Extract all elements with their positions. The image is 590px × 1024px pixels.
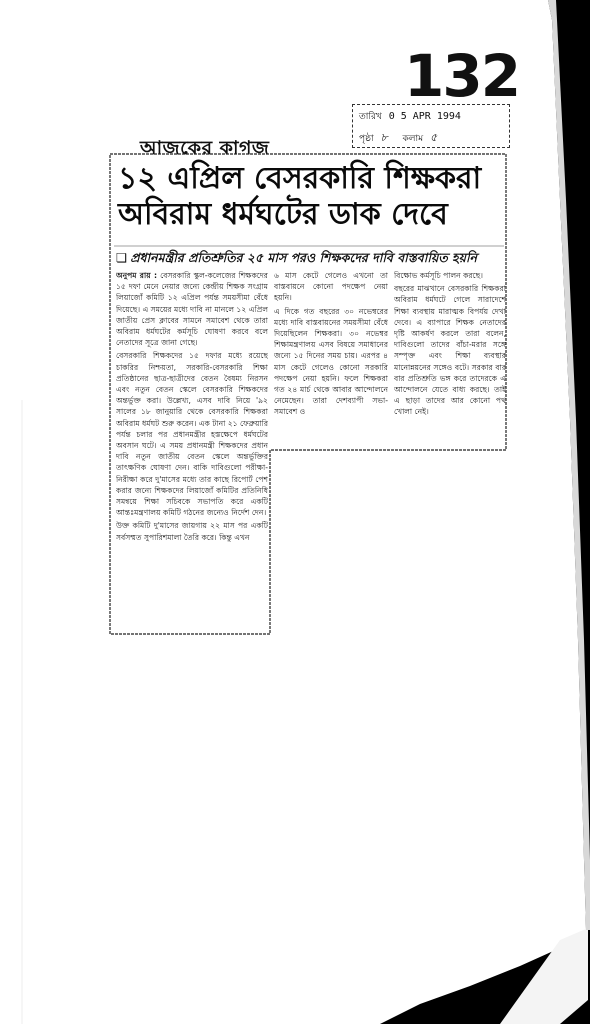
column-3-paragraph-1: বিক্ষোভ কর্মসূচি পালন করছে। [394, 271, 483, 280]
stamp-column-label: কলাম [402, 134, 424, 144]
stamp-page-row [359, 129, 437, 148]
stamp-column-value: ৫ [429, 131, 438, 144]
stamp-page-value: ৮ [380, 131, 388, 144]
headline-line-1: ১২ এপ্রিল বেসরকারি শিক্ষকরা [118, 161, 482, 196]
column-2-paragraph-1: ৬ মাস কেটে গেলেও এখনো তা বাস্তবায়নে কোনো পদক্ষেপ নেয়া হয়নি। [274, 271, 388, 303]
stamp-date-value: 0 5 APR 1994 [388, 111, 461, 122]
column-1-paragraph-2: বেসরকারি শিক্ষকদের ১৫ দফার মধ্যে রয়েছে চাকরির নিশ্চয়তা, সরকারি-বেসরকারি শিক্ষা প্রতিষ্ঠানের ছাত্র-ছাত্রীদের বেতন বৈষম্য নিরসন এবং নতুন বেতন স্কেলে বেসরকারি শিক্ষকদের অন্তর্ভুক্ত করা। উল্লেখ্য, এসব দাবি নিয়ে '৯২ সালের ১৮ জানুয়ারি থেকে বেসরকারি শিক্ষকরা অবিরাম ধর্মঘট শুরু করেন। এক টানা ২১ ফেব্রুয়ারি পর্যন্ত চলার পর প্রধানমন্ত্রীর হস্তক্ষেপে ধর্মঘটের অবসান ঘটে। এ সময় প্রধানমন্ত্রী শিক্ষকদের প্রধান দাবি নতুন জাতীয় বেতন স্কেলে অন্তর্ভুক্তির তাৎক্ষণিক ঘোষণা দেন। বাকি দাবিগুলো পরীক্ষা-নিরীক্ষা করে দু'মাসের মধ্যে তার কাছে রিপোর্ট পেশ করার জন্যে শিক্ষকদের লিয়াজোঁ কমিটির প্রতিনিধি সমন্বয়ে শিক্ষা সচিবকে সভাপতি করে একটি আন্তঃমন্ত্রণালয় কমিটি গঠনের জন্যেও নির্দেশ দেন। [116, 351, 268, 518]
stamp-date-row [359, 109, 461, 124]
column-2-paragraph-2: এ দিকে গত বছরের ৩০ নভেম্বরের মধ্যে দাবি বাস্তবায়নের সময়সীমা বেঁধে দিয়েছিলেন শিক্ষকরা। ৩০ নভেম্বর শিক্ষামন্ত্রণালয় এসব বিষয়ে সমাধানের জন্যে ১৫ দিনের সময় চায়। এরপর ৪ মাস কেটে গেলেও কোনো সরকারি পদক্ষেপ নেয়া হয়নি। ফলে শিক্ষকরা গত ২৪ মার্চ থেকে আবার আন্দোলনে নেমেছেন। তারা দেশব্যাপী সভা-সমাবেশ ও [274, 306, 388, 417]
column-1-paragraph-3: উক্ত কমিটি দু'মাসের জায়গায় ২২ মাস পর একটি সর্বসম্মত সুপারিশমালা তৈরি করে। কিন্তু এখন [116, 521, 268, 542]
stamp-date-label: তারিখ [359, 112, 382, 122]
square-bullet-icon: ❏ [116, 250, 128, 265]
column-1-paragraph-1-text: বেসরকারি স্কুল-কলেজের শিক্ষকদের ১৫ দফা মেনে নেয়ার জন্যে কেন্দ্রীয় শিক্ষক সংগ্রাম লিয়াজোঁ কমিটি ১২ এপ্রিল পর্যন্ত সময়সীমা বেঁধে দিয়েছে। এ সময়ের মধ্যে দাবি না মানলে ১২ এপ্রিল জাতীয় প্রেস ক্লাবের সামনে সমাবেশ থেকে তারা অবিরাম ধর্মঘটের কর্মসূচি ঘোষণা করবে বলে নেতাদের সূত্রে জানা গেছে। [116, 271, 268, 348]
article-subheadline [116, 250, 506, 270]
date-stamp [352, 104, 510, 148]
article-byline: অনুপম রায় : [116, 271, 158, 280]
stamp-page-label: পৃষ্ঠা [359, 134, 374, 144]
newspaper-masthead: আজকের কাগজ [140, 137, 270, 159]
article-column-3 [394, 270, 506, 454]
column-3-paragraph-2: বছরের মাঝখানে বেসরকারি শিক্ষকরা অবিরাম ধর্মঘটে গেলে সারাদেশে শিক্ষা ব্যবস্থায় মারাত্মক বিপর্যয় দেখা দেবে। এ ব্যাপারে শিক্ষক নেতাদের দৃষ্টি আকর্ষণ করলে তারা বলেন, দাবিগুলো তাদের বাঁচা-মরার সঙ্গে সম্পৃক্ত এবং শিক্ষা ব্যবস্থার মানোন্নয়নের সঙ্গেও বটে। সরকার বার বার প্রতিশ্রুতি ভঙ্গ করে তাদেরকে এ আন্দোলনে যেতে বাধ্য করছে। তাই এ ছাড়া তাদের আর কোনো পথ খোলা নেই। [394, 284, 506, 417]
article-column-1 [116, 270, 268, 632]
article-column-2 [274, 270, 388, 454]
headline-line-2: অবিরাম ধর্মঘটের ডাক দেবে [118, 196, 448, 232]
article-headline [118, 162, 498, 231]
subheadline-text: প্রধানমন্ত্রীর প্রতিশ্রুতির ২৫ মাস পরও শিক্ষকদের দাবি বাস্তবায়িত হয়নি [130, 250, 478, 265]
page-number-handwritten: 132 [404, 42, 520, 110]
column-1-paragraph-1 [116, 270, 268, 348]
